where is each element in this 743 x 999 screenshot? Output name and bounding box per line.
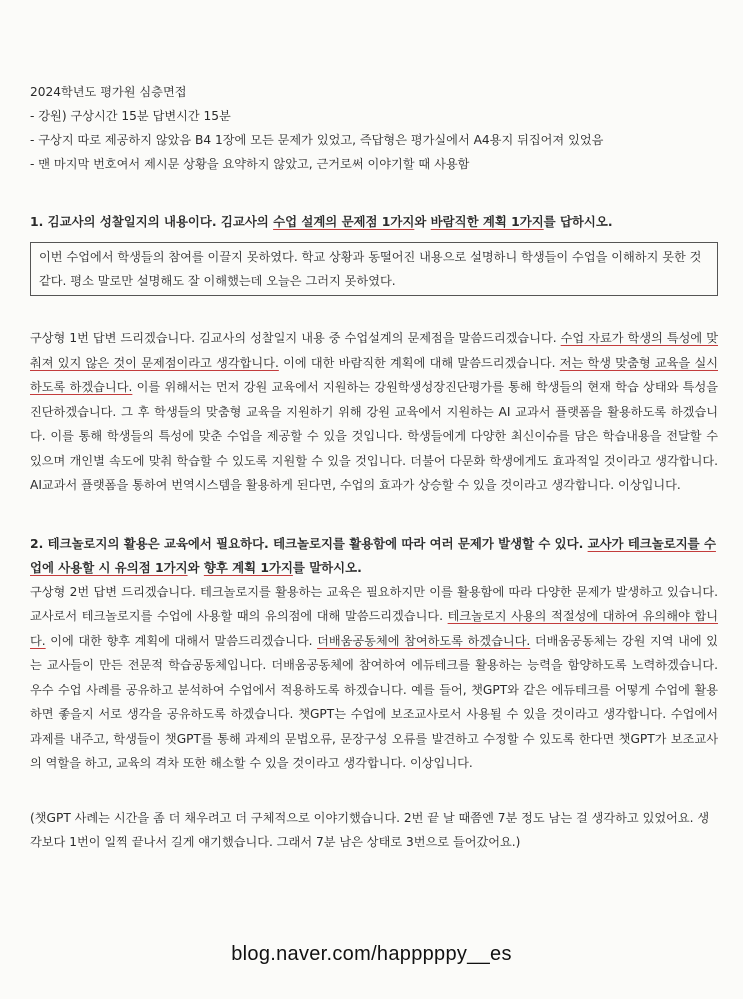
question-2-text-a: 2. 테크놀로지의 활용은 교육에서 필요하다. 테크놀로지를 활용함에 따라 여러 문제가 발생할 수 있다. — [30, 535, 588, 551]
document-page — [30, 80, 718, 854]
question-2-underline-plan: 향후 계획 1가지 — [203, 559, 293, 575]
question-1-underline-plan: 바람직한 계획 1가지 — [430, 214, 544, 229]
answer-1-underline-plan: 저는 학생 맞춤형 교육을 실시하도록 하겠습니다. — [30, 355, 718, 394]
answer-2-underline-plan: 더배움공동체에 참여하도록 하겠습니다. — [317, 633, 531, 648]
intro-line-summary: - 맨 마지막 번호여서 제시문 상황을 요약하지 않았고, 근거로써 이야기할 때 사용함 — [30, 157, 470, 171]
question-2-underline-caution: 교사가 테크놀로지를 수업에 사용할 시 유의점 1가지 — [30, 535, 716, 575]
answer-2-part-1: 구상형 2번 답변 드리겠습니다. 테크놀로지를 활용하는 교육은 필요하지만 이를 활용함에 따라 다양한 문제가 발생하고 있습니다. 교사로서 테크놀로지를 수업에 사용할 때의 유의점에 대해 말씀드리겠습니다. — [30, 584, 718, 623]
answer-1-part-3: 이를 위해서는 먼저 강원 교육에서 지원하는 강원학생성장진단평가를 통해 학생들의 현재 학습 상태와 특성을 진단하겠습니다. 그 후 학생들의 맞춤형 교육을 지원하기 위해 강원 교육에서 지원하는 AI 교과서 플랫폼을 활용하도록 하겠습니다. 이를 통해 학생들의 특성에 맞춘 수업을 제공할 수 있을 것입니다. 학생들에게 다양한 최신이슈를 담은 학습내용을 전달할 수 있으며 개인별 속도에 맞춰 학습할 수 있도록 지원할 수 있을 것입니다. 더불어 다문화 학생에게도 효과적일 것이라고 생각합니다. AI교과서 플랫폼을 통하여 번역시스템을 활용하게 된다면, 수업의 효과가 상승할 수 있을 것이라고 생각합니다. 이상입니다. — [30, 380, 718, 492]
question-1-underline-problem: 수업 설계의 문제점 1가지 — [273, 214, 415, 229]
answer-1-underline-problem: 수업 자료가 학생의 특성에 맞춰져 있지 않은 것이 문제점이라고 생각합니다. — [30, 331, 718, 370]
question-1-text-a: 1. 김교사의 성찰일지의 내용이다. 김교사의 — [30, 214, 274, 229]
intro-line-paper: - 구상지 따로 제공하지 않았음 B4 1장에 모든 문제가 있었고, 즉답형은 평가실에서 A4용지 뒤집어져 있었음 — [30, 133, 604, 147]
intro-block — [30, 80, 718, 176]
answer-1 — [30, 326, 718, 498]
answer-2-underline-caution: 테크놀로지 사용의 적절성에 대하여 유의해야 합니다. — [30, 609, 718, 648]
question-1-text-c: 를 답하시오. — [543, 214, 613, 229]
answer-2 — [30, 580, 718, 776]
question-1 — [30, 210, 718, 234]
answer-1-part-1: 구상형 1번 답변 드리겠습니다. 김교사의 성찰일지 내용 중 수업설계의 문제점을 말씀드리겠습니다. — [30, 331, 561, 345]
question-2-text-c: 를 말하시오. — [292, 559, 362, 575]
question-1-text-b: 와 — [414, 214, 431, 229]
question-2 — [30, 532, 718, 580]
blog-watermark: blog.naver.com/happpppy__es — [231, 943, 512, 965]
intro-line-time: - 강원) 구상시간 15분 답변시간 15분 — [30, 109, 231, 123]
footer-note: (챗GPT 사례는 시간을 좀 더 채우려고 더 구체적으로 이야기했습니다. 2번 끝 날 때쯤엔 7분 정도 남는 걸 생각하고 있었어요. 생각보다 1번이 일찍 끝나서 길게 얘기했습니다. 그래서 7분 남은 상태로 3번으로 들어갔어요.) — [30, 810, 710, 849]
reflection-journal-box: 이번 수업에서 학생들의 참여를 이끌지 못하였다. 학교 상황과 동떨어진 내용으로 설명하니 학생들이 수업을 이해하지 못한 것 같다. 평소 말로만 설명해도 잘 이해했는데 오늘은 그러지 못하였다. — [30, 242, 718, 296]
document-title: 2024학년도 평가원 심층면접 — [30, 85, 187, 99]
answer-2-part-3: 더배움공동체는 강원 지역 내에 있는 교사들이 만든 전문적 학습공동체입니다. 더배움공동체에 참여하여 에듀테크를 활용하는 능력을 함양하도록 노력하겠습니다. 우수 수업 사례를 공유하고 분석하여 수업에서 적용하도록 하겠습니다. 예를 들어, 챗GPT와 같은 에듀테크를 어떻게 수업에 활용하면 좋을지 서로 생각을 공유하도록 하겠습니다. 챗GPT는 수업에 보조교사로서 사용될 수 있을 것이라고 생각합니다. 수업에서 과제를 내주고, 학생들이 챗GPT를 통해 과제의 문법오류, 문장구성 오류를 발견하고 수정할 수 있도록 한다면 챗GPT가 보조교사의 역할을 하고, 교육의 격차 또한 해소할 수 있을 것이라고 생각합니다. 이상입니다. — [30, 633, 718, 770]
question-2-text-b: 와 — [187, 559, 204, 575]
answer-1-part-2: 이에 대한 바람직한 계획에 대해 말씀드리겠습니다. — [278, 355, 560, 370]
answer-2-part-2: 이에 대한 향후 계획에 대해서 말씀드리겠습니다. — [45, 633, 318, 648]
